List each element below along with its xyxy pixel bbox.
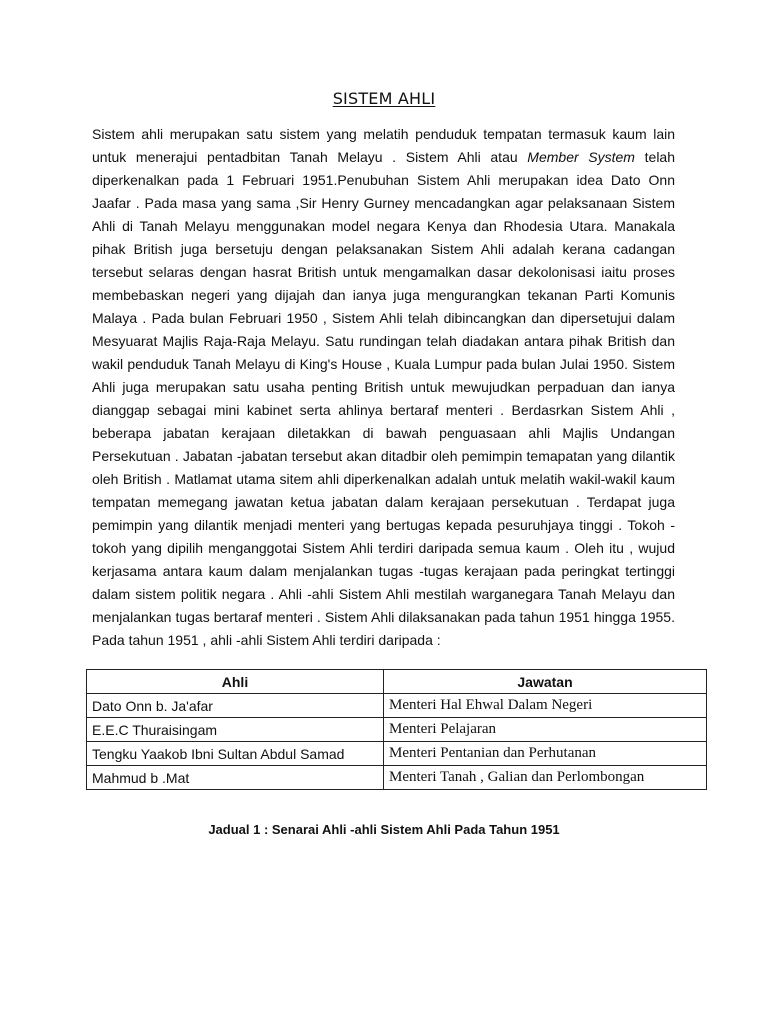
header-jawatan: Jawatan bbox=[384, 670, 707, 694]
member-position: Menteri Hal Ehwal Dalam Negeri bbox=[384, 694, 707, 718]
member-name: Mahmud b .Mat bbox=[87, 766, 384, 790]
table-row bbox=[87, 694, 707, 718]
member-name: Tengku Yaakob Ibni Sultan Abdul Samad bbox=[87, 742, 384, 766]
table-row bbox=[87, 766, 707, 790]
paragraph-part-1: Sistem ahli merupakan satu sistem yang melatih penduduk tempatan termasuk kaum lain untuk menerajui pentadbitan Tanah Melayu . Sistem Ahli atau bbox=[92, 126, 675, 165]
members-table-container bbox=[86, 669, 706, 790]
member-position: Menteri Pelajaran bbox=[384, 718, 707, 742]
members-table bbox=[86, 669, 707, 790]
table-caption: Jadual 1 : Senarai Ahli -ahli Sistem Ahli Pada Tahun 1951 bbox=[208, 822, 560, 837]
table-row bbox=[87, 718, 707, 742]
header-ahli: Ahli bbox=[87, 670, 384, 694]
member-position: Menteri Tanah , Galian dan Perlombongan bbox=[384, 766, 707, 790]
member-name: E.E.C Thuraisingam bbox=[87, 718, 384, 742]
member-name: Dato Onn b. Ja'afar bbox=[87, 694, 384, 718]
paragraph-text bbox=[92, 123, 675, 652]
table-header-row bbox=[87, 670, 707, 694]
document-title: SISTEM AHLI bbox=[332, 89, 436, 108]
member-position: Menteri Pentanian dan Perhutanan bbox=[384, 742, 707, 766]
paragraph-italic-term: Member System bbox=[527, 149, 635, 165]
paragraph-part-2: telah diperkenalkan pada 1 Februari 1951.Penubuhan Sistem Ahli merupakan idea Dato Onn Jaafar . Pada masa yang sama ,Sir Henry Gurney mencadangkan agar pelaksanaan Sistem Ahli di Tanah Melayu menggunakan model negara Kenya dan Rhodesia Utara. Manakala pihak British juga bersetuju dengan pelaksanakan Sistem Ahli adalah kerana cadangan tersebut selaras dengan hasrat British untuk mengamalkan dasar dekolonisasi iaitu proses membebaskan negeri yang dijajah dan ianya juga mengurangkan tekanan Parti Komunis Malaya . Pada bulan Februari 1950 , Sistem Ahli telah dibincangkan dan dipersetujui dalam Mesyuarat Majlis Raja-Raja Melayu. Satu rundingan telah diadakan antara pihak British dan wakil penduduk Tanah Melayu di King's House , Kuala Lumpur pada bulan Julai 1950. Sistem Ahli juga merupakan satu usaha penting British untuk mewujudkan perpaduan dan ianya dianggap sebagai mini kabinet serta ahlinya bertaraf menteri . Berdasrkan Sistem Ahli , beberapa jabatan kerajaan diletakkan di bawah penguasaan ahli Majlis Undangan Persekutuan . Jabatan -jabatan tersebut akan ditadbir oleh pemimpin temapatan yang dilantik oleh British . Matlamat utama sitem ahli diperkenalkan adalah untuk melatih wakil-wakil kaum tempatan memegang jawatan ketua jabatan dalam kerajaan persekutuan . Terdapat juga pemimpin yang dilantik menjadi menteri yang bertugas kepada pesuruhjaya tinggi . Tokoh -tokoh yang dipilih menganggotai Sistem Ahli terdiri daripada semua kaum . Oleh itu , wujud kerjasama antara kaum dalam menjalankan tugas -tugas kerajaan pada peringkat tertinggi dalam sistem politik negara . Ahli -ahli Sistem Ahli mestilah warganegara Tanah Melayu dan menjalankan tugas bertaraf menteri . Sistem Ahli dilaksanakan pada tahun 1951 hingga 1955. Pada tahun 1951 , ahli -ahli Sistem Ahli terdiri daripada : bbox=[92, 149, 675, 648]
body-paragraph bbox=[92, 123, 675, 652]
table-row bbox=[87, 742, 707, 766]
